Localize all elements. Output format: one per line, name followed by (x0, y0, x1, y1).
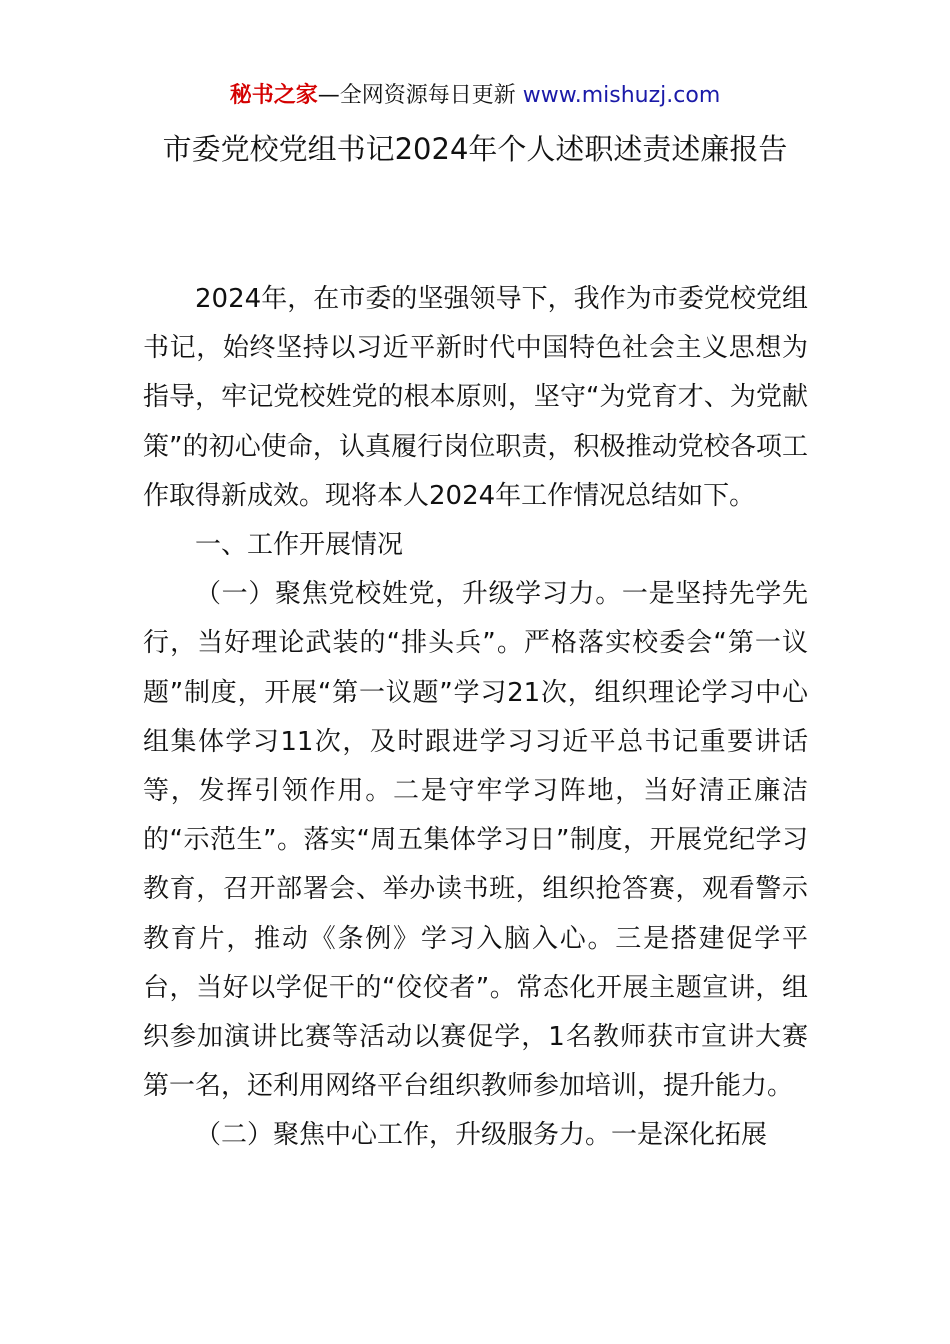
site-brand: 秘书之家 (229, 83, 318, 108)
document-body (143, 275, 808, 1161)
body-paragraph: （一）聚焦党校姓党，升级学习力。一是坚持先学先行，当好理论武装的“排头兵”。严格落实校委会“第一议题”制度，开展“第一议题”学习21次，组织理论学习中心组集体学习11次，及时跟进学习习近平总书记重要讲话等，发挥引领作用。二是守牢学习阵地，当好清正廉洁的“示范生”。落实“周五集体学习日”制度，开展党纪学习教育，召开部署会、举办读书班，组织抢答赛，观看警示教育片，推动《条例》学习入脑入心。三是搭建促学平台，当好以学促干的“佼佼者”。常态化开展主题宣讲，组织参加演讲比赛等活动以赛促学，1名教师获市宣讲大赛第一名，还利用网络平台组织教师参加培训，提升能力。 (143, 579, 808, 1102)
site-tagline: —全网资源每日更新 (317, 83, 523, 108)
intro-paragraph: 2024年，在市委的坚强领导下，我作为市委党校党组书记，始终坚持以习近平新时代中国特色社会主义思想为指导，牢记党校姓党的根本原则，坚守“为党育才、为党献策”的初心使命，认真履行岗位职责，积极推动党校各项工作取得新成效。现将本人2024年工作情况总结如下。 (143, 284, 808, 511)
body-paragraph: （二）聚焦中心工作，升级服务力。一是深化拓展 (195, 1120, 768, 1151)
section-heading: 一、工作开展情况 (195, 530, 404, 561)
site-url[interactable]: www.mishuzj.com (522, 83, 721, 108)
site-header (0, 78, 950, 114)
document-title: 市委党校党组书记2024年个人述职述责述廉报告 (162, 132, 788, 166)
